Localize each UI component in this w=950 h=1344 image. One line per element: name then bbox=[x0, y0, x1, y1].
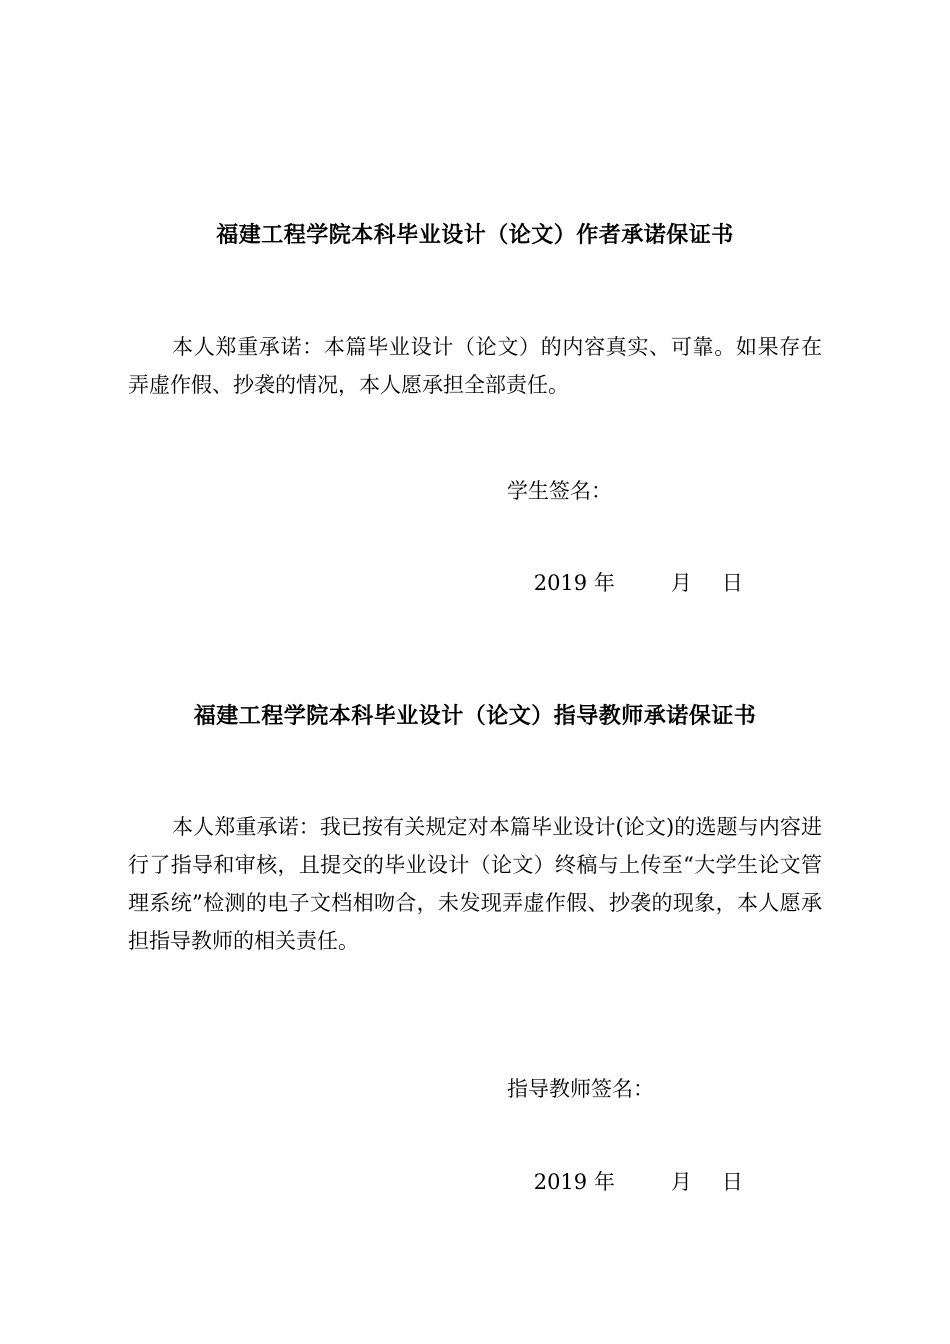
advisor-pledge-body: 本人郑重承诺：我已按有关规定对本篇毕业设计(论文)的选题与内容进行了指导和审核，且提交的毕业设计（论文）终稿与上传至“大学生论文管理系统”检测的电子文档相吻合，未发现弄虚作假、抄袭的现象，本人愿承担指导教师的相关责任。 bbox=[128, 815, 822, 953]
date-day: 日 bbox=[721, 571, 743, 595]
date-year: 2019 年 bbox=[533, 571, 615, 595]
date-day: 日 bbox=[721, 1170, 743, 1194]
advisor-pledge-title: 福建工程学院本科毕业设计（论文）指导教师承诺保证书 bbox=[193, 704, 757, 729]
student-signature-date bbox=[507, 538, 743, 628]
advisor-signature-label: 指导教师签名： bbox=[507, 1077, 654, 1101]
date-month: 月 bbox=[670, 1170, 692, 1194]
author-pledge-title: 福建工程学院本科毕业设计（论文）作者承诺保证书 bbox=[216, 223, 734, 248]
author-pledge-body: 本人郑重承诺：本篇毕业设计（论文）的内容真实、可靠。如果存在弄虚作假、抄袭的情况，本人愿承担全部责任。 bbox=[128, 335, 822, 397]
advisor-signature-date bbox=[507, 1137, 743, 1227]
student-signature-label: 学生签名： bbox=[507, 479, 612, 503]
date-year: 2019 年 bbox=[533, 1170, 615, 1194]
date-month: 月 bbox=[670, 571, 692, 595]
